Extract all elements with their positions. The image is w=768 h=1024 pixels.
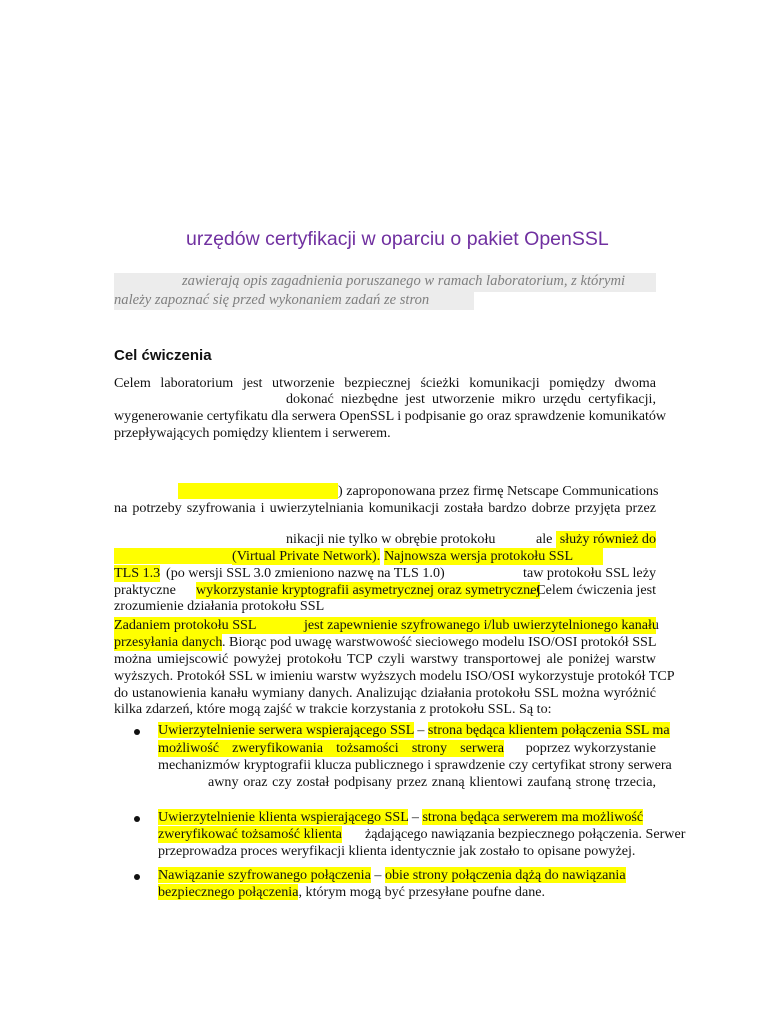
para1-line4: przepływających pomiędzy klientem i serwerem. <box>114 425 391 441</box>
bullet-marker-1 <box>134 729 140 735</box>
para1-line2: dokonać niezbędne jest utworzenie mikro urzędu certyfikacji, <box>286 391 656 407</box>
bullet2-l1c: strona będąca serwerem ma możliwość <box>422 809 644 825</box>
bullet3-line2 <box>158 884 545 901</box>
section-heading: Cel ćwiczenia <box>114 347 212 364</box>
para2-line1: ) zaproponowana przez firmę Netscape Communications <box>338 483 659 499</box>
bullet3-l1c: obie strony połączenia dążą do nawiązania <box>384 867 626 883</box>
bullet3-l1a: Nawiązanie szyfrowanego połączenia <box>158 867 371 883</box>
highlight-blank-1 <box>178 483 338 499</box>
para2-line6c: . Celem ćwiczenia jest <box>529 582 656 598</box>
para2-line4b: Najnowsza wersja protokołu SSL <box>384 548 603 565</box>
highlight-blank-2 <box>114 548 232 564</box>
bullet3-l2a: bezpiecznego połączenia <box>158 884 299 900</box>
document-title: urzędów certyfikacji w oparciu o pakiet OpenSSL <box>186 228 609 250</box>
bullet1-l1a: Uwierzytelnienie serwera wspierającego SSL <box>158 722 414 738</box>
para2-line5b: (po wersji SSL 3.0 zmieniono nazwę na TLS 1.0) <box>166 565 445 581</box>
para2-line5a: TLS 1.3 <box>114 565 161 581</box>
intro-line-2: należy zapoznać się przed wykonaniem zadań ze stron <box>114 292 430 308</box>
para3-line4: wyższych. Protokół SSL w imieniu warstw wyższych modelu ISO/OSI wykorzystuje protokół TCP <box>114 668 675 684</box>
bullet1-l1b: – <box>413 722 428 738</box>
bullet1-line4: awny oraz czy został podpisany przez znaną klientowi zaufaną stronę trzecia, <box>208 774 656 790</box>
para3-line1a: Zadaniem protokołu SSL <box>114 617 304 634</box>
para1-line3: wygenerowanie certyfikatu dla serwera OpenSSL i podpisanie go oraz sprawdzenie komunikatów <box>114 408 667 424</box>
para2-line4a: (Virtual Private Network). <box>232 548 381 564</box>
bullet1-l1c: strona będąca klientem połączenia SSL ma <box>427 722 670 738</box>
bullet2-l2b: żądającego nawiązania bezpiecznego połączenia. Serwer <box>365 826 686 842</box>
para1-line1: Celem laboratorium jest utworzenie bezpiecznej ścieżki komunikacji pomiędzy dwoma <box>114 375 656 391</box>
para3-line2b: . Biorąc pod uwagę warstwowość sieciowego modelu ISO/OSI protokół SSL <box>222 634 657 650</box>
bullet-marker-3 <box>134 874 140 880</box>
bullet3-l1b: – <box>370 867 385 883</box>
para2-line3a: nikacji nie tylko w obrębie protokołu <box>286 531 496 547</box>
para3-line2a: przesyłania danych <box>114 634 223 650</box>
para2-line7: zrozumienie działania protokołu SSL <box>114 598 325 614</box>
para2-line6b: wykorzystanie kryptografii asymetrycznej oraz symetrycznej <box>196 582 541 598</box>
para3-line6: kilka zdarzeń, które mogą zajść w trakcie korzystania z protokołu SSL. Są to: <box>114 701 552 717</box>
bullet1-l2a: możliwość zweryfikowania tożsamości strony serwera <box>158 740 504 756</box>
bullet2-l1a: Uwierzytelnienie klienta wspierającego SSL <box>158 809 409 825</box>
bullet2-line3: przeprowadza proces weryfikacji klienta identycznie jak zostało to opisane powyżej. <box>158 843 636 859</box>
para2-line2: na potrzeby szyfrowania i uwierzytelniania komunikacji została bardzo dobrze przyjęta przez <box>114 500 656 516</box>
bullet3-l2b: , którym mogą być przesyłane poufne dane. <box>298 884 546 900</box>
para2-line3c: służy również do <box>556 531 656 548</box>
para3-line5: do ustanowienia kanału wymiany danych. Analizując działania protokołu SSL można wyróżnić <box>114 685 656 701</box>
bullet2-l2a: zweryfikować tożsamość klienta <box>158 826 342 842</box>
bullet2-line1 <box>158 809 643 826</box>
para2-line5c: taw protokołu SSL leży <box>523 565 656 581</box>
bullet-marker-2 <box>134 816 140 822</box>
intro-line-1: zawierają opis zagadnienia poruszanego w ramach laboratorium, z którymi <box>182 273 626 289</box>
para3-line3: można umiejscowić powyżej protokołu TCP czyli warstwy transportowej ale poniżej warstw <box>114 651 656 667</box>
para2-line3b: ale <box>536 531 553 547</box>
bullet1-line1 <box>158 722 670 739</box>
para3-line1b: jest zapewnienie szyfrowanego i/lub uwierzytelnionego kanału <box>304 617 659 633</box>
bullet1-line3: mechanizmów kryptografii klucza publicznego i sprawdzenie czy certyfikat strony serwera <box>158 757 672 773</box>
bullet3-line1 <box>158 867 626 884</box>
bullet2-l1b: – <box>408 809 423 825</box>
bullet1-l2b: poprzez wykorzystanie <box>525 740 656 756</box>
para2-line6a: praktyczne <box>114 582 176 598</box>
